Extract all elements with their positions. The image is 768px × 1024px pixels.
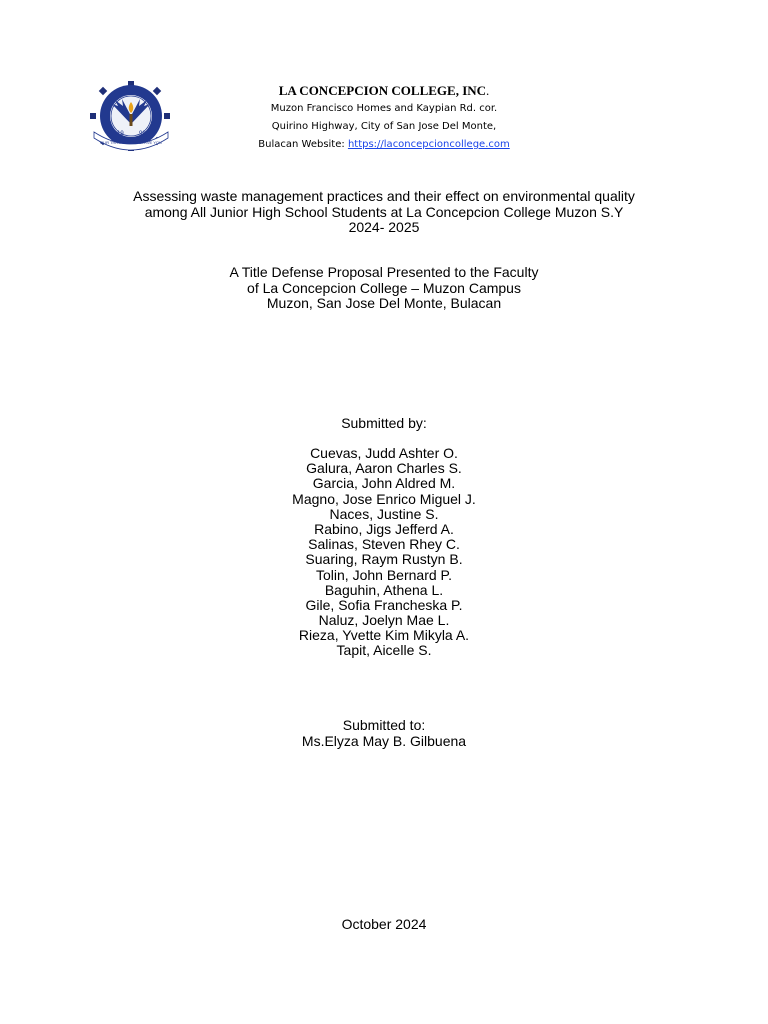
defense-line-1: A Title Defense Proposal Presented to the Faculty xyxy=(229,264,539,280)
adviser-name: Ms.Elyza May B. Gilbuena xyxy=(301,732,467,749)
submitted-by-label: Submitted by: xyxy=(341,415,427,431)
college-seal-icon xyxy=(88,80,174,152)
website-link[interactable]: https://laconcepcioncollege.com xyxy=(347,139,510,150)
logo-year-left: 19 xyxy=(117,131,124,137)
member-name: Tolin, John Bernard P. xyxy=(316,566,452,583)
logo-motto: OUR THRUST IS TO SERVE YOU xyxy=(100,140,162,145)
member-name: Gile, Sofia Francheska P. xyxy=(305,596,463,613)
college-name-period: . xyxy=(486,83,490,98)
member-name: Salinas, Steven Rhey C. xyxy=(308,536,460,553)
proposal-statement xyxy=(60,265,708,312)
title-line-2: among All Junior High School Students at La Concepcion College Muzon S.Y xyxy=(144,203,624,220)
submitted-to xyxy=(60,718,708,749)
defense-line-2: of La Concepcion College – Muzon Campus xyxy=(247,279,521,296)
member-name: Suaring, Raym Rustyn B. xyxy=(305,551,463,568)
member-list xyxy=(60,446,708,659)
member-name: Rabino, Jigs Jefferd A. xyxy=(314,520,454,537)
submitted-to-label: Submitted to: xyxy=(342,717,426,733)
college-name xyxy=(200,82,568,100)
title-line-1: Assessing waste management practices and their effect on environmental quality xyxy=(133,188,635,204)
member-name: Magno, Jose Enrico Miguel J. xyxy=(292,490,476,507)
research-title xyxy=(60,189,708,236)
website-prefix: Bulacan Website: xyxy=(258,139,348,150)
member-name: Galura, Aaron Charles S. xyxy=(306,460,462,477)
college-logo xyxy=(88,80,174,152)
defense-line-3: Muzon, San Jose Del Monte, Bulacan xyxy=(266,295,502,312)
logo-year-right: 98 xyxy=(139,131,146,137)
member-name: Tapit, Aicelle S. xyxy=(336,642,432,659)
letterhead xyxy=(200,82,568,154)
member-name: Rieza, Yvette Kim Mikyla A. xyxy=(298,627,470,644)
title-line-3: 2024- 2025 xyxy=(348,219,420,236)
member-name: Naluz, Joelyn Mae L. xyxy=(318,612,450,629)
member-name: Baguhin, Athena L. xyxy=(324,581,444,598)
address-line-1: Muzon Francisco Homes and Kaypian Rd. cor. xyxy=(270,103,498,114)
address-line-3 xyxy=(200,136,568,154)
member-name: Garcia, John Aldred M. xyxy=(312,475,456,492)
member-name: Cuevas, Judd Ashter O. xyxy=(310,445,458,461)
document-date: October 2024 xyxy=(341,916,427,932)
member-name: Naces, Justine S. xyxy=(329,505,439,522)
college-name-text: LA CONCEPCION COLLEGE, INC xyxy=(278,83,487,98)
address-line-2: Quirino Highway, City of San Jose Del Monte, xyxy=(271,121,497,132)
